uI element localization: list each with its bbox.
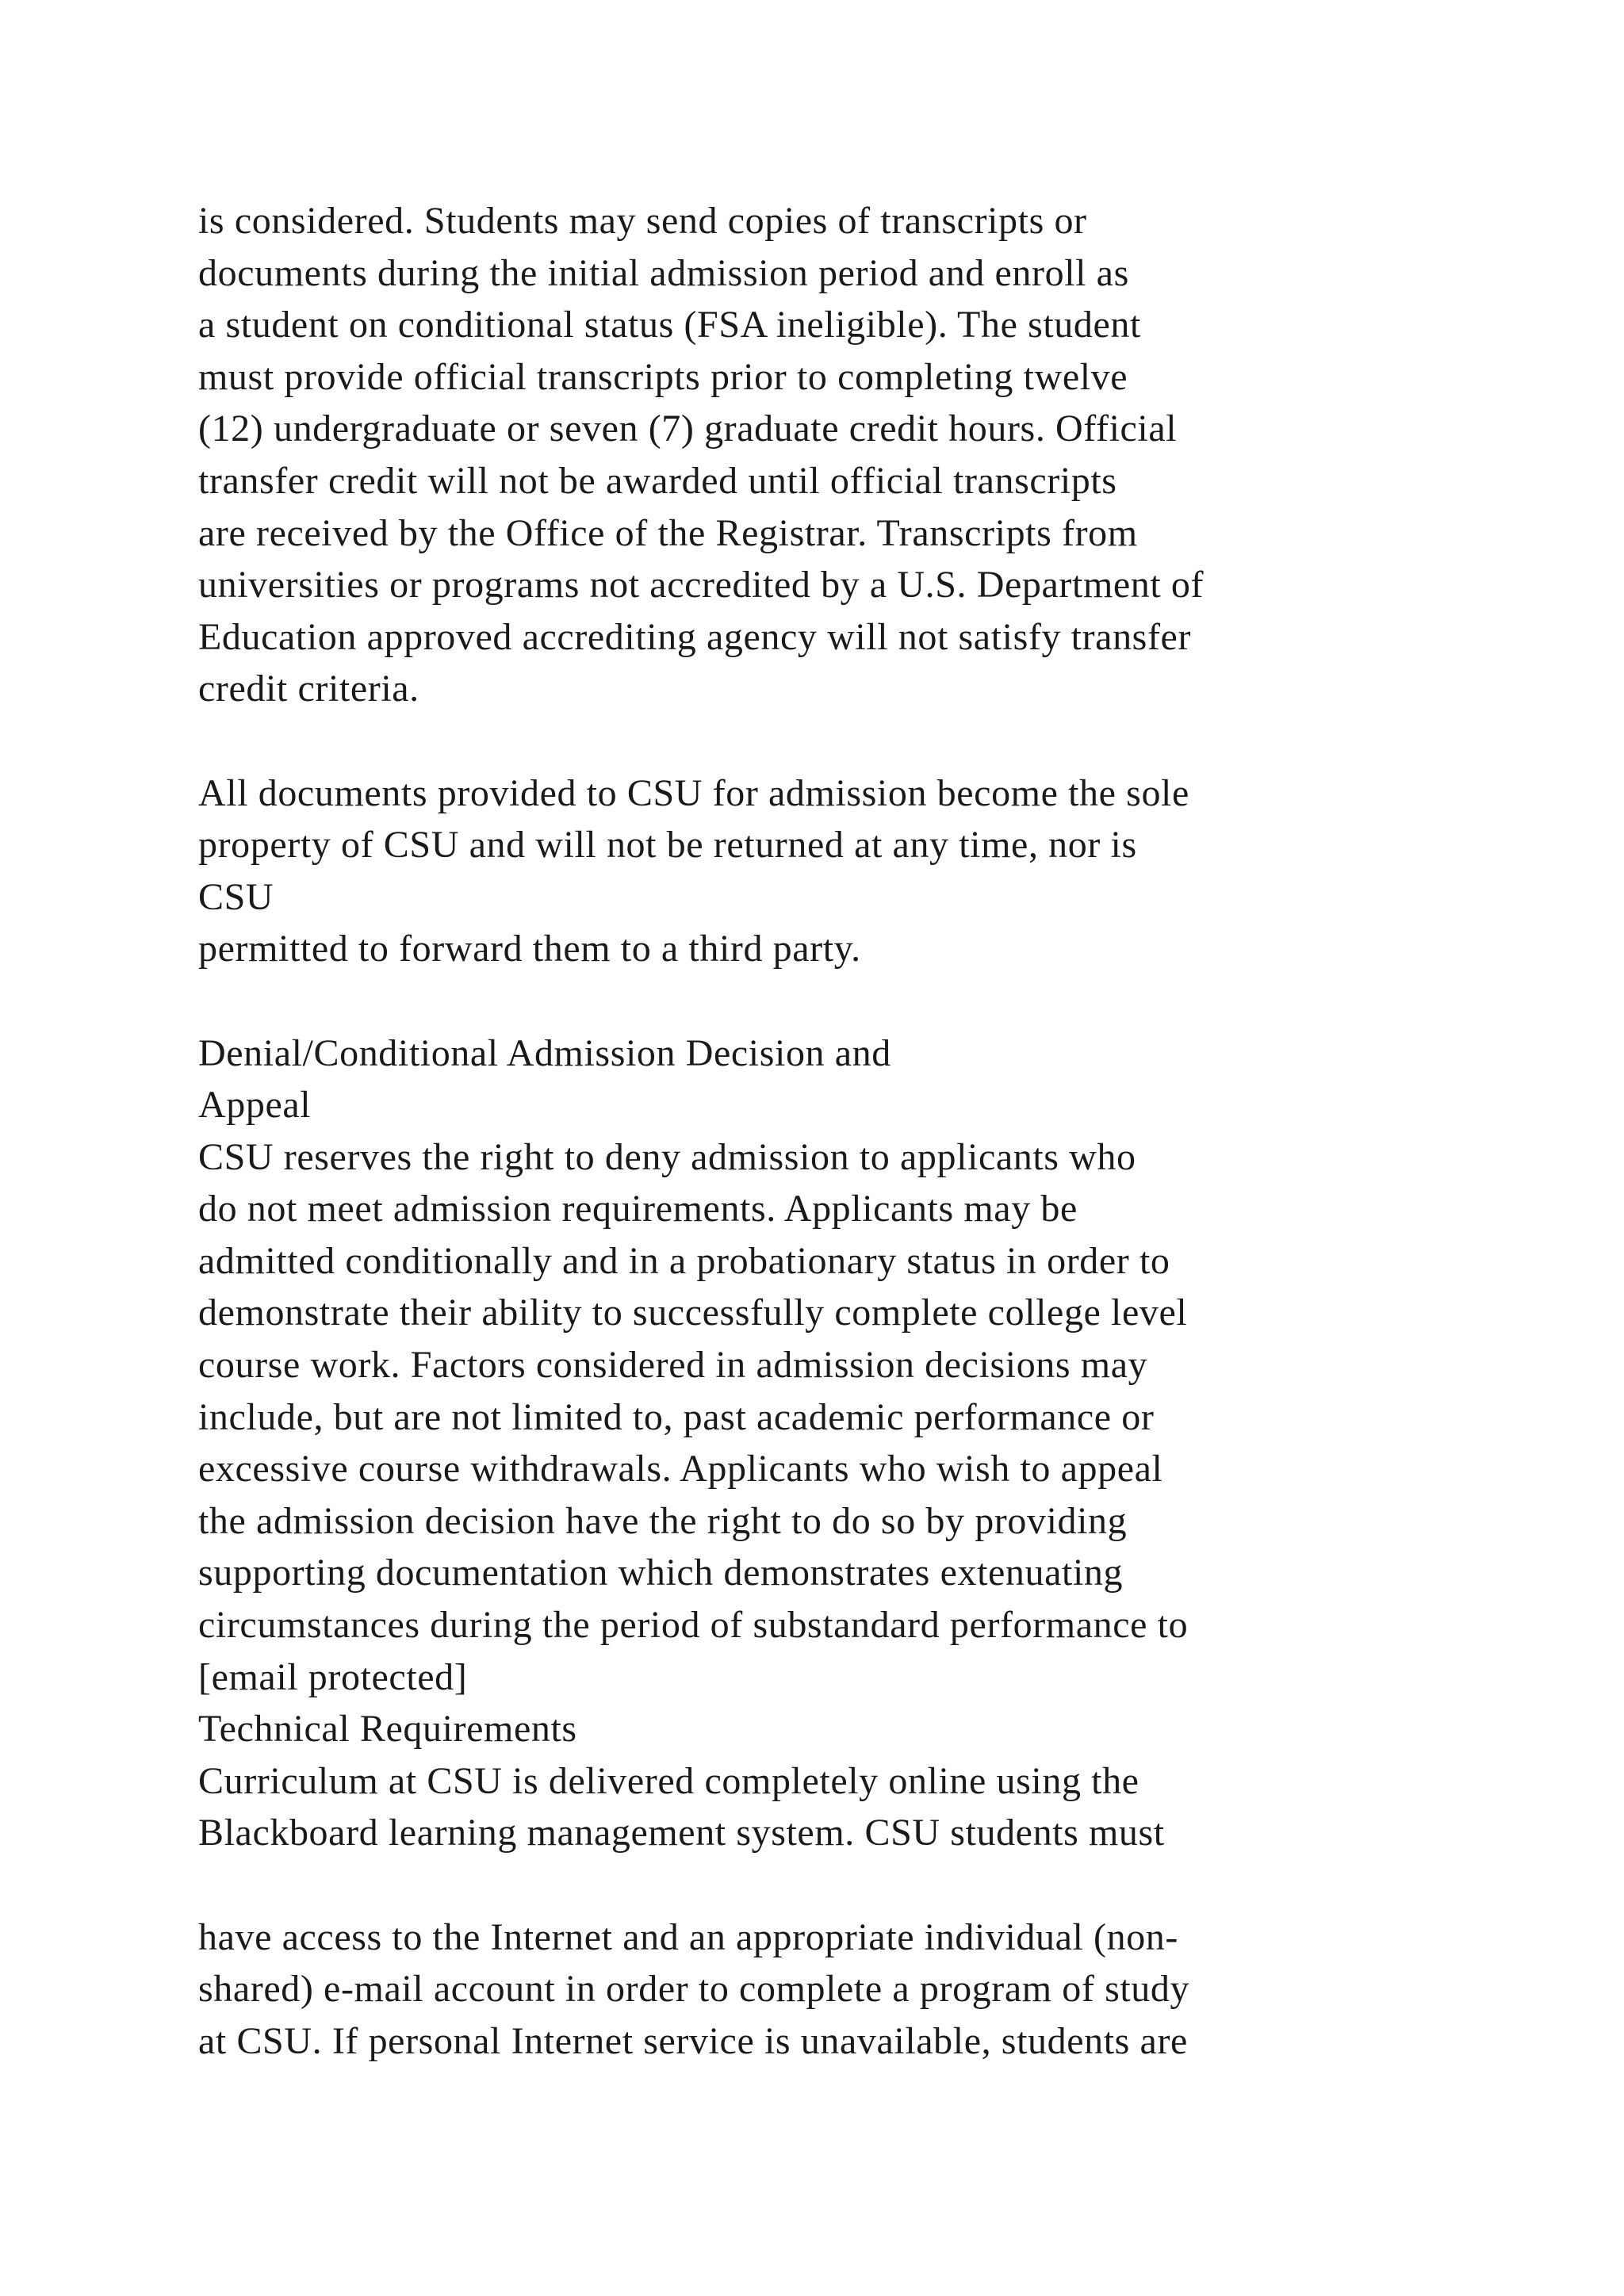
text-line: is considered. Students may send copies of transcripts or [198, 200, 1087, 242]
text-line: CSU [198, 875, 274, 918]
text-line: Blackboard learning management system. CSU students must [198, 1812, 1165, 1854]
text-line: documents during the initial admission period and enroll as [198, 251, 1129, 294]
text-line: permitted to forward them to a third party. [198, 928, 861, 970]
text-line: a student on conditional status (FSA ineligible). The student [198, 304, 1141, 346]
text-line: Curriculum at CSU is delivered completely online using the [198, 1759, 1139, 1802]
text-line: the admission decision have the right to do so by providing [198, 1499, 1128, 1542]
protected-email: [email protected] [198, 1655, 468, 1698]
text-line: CSU reserves the right to deny admission to applicants who [198, 1135, 1136, 1178]
text-line: property of CSU and will not be returned at any time, nor is [198, 824, 1137, 867]
text-line: All documents provided to CSU for admission become the sole [198, 771, 1189, 814]
document-page [198, 195, 1546, 2067]
section-heading: Appeal [198, 1084, 312, 1127]
text-line: shared) e-mail account in order to complete a program of study [198, 1968, 1190, 2011]
text-line: circumstances during the period of substandard performance to [198, 1604, 1189, 1647]
text-line: excessive course withdrawals. Applicants who wish to appeal [198, 1448, 1163, 1490]
paragraph-break [198, 1859, 1546, 1911]
text-line: admitted conditionally and in a probationary status in order to [198, 1239, 1170, 1282]
section-heading: Technical Requirements [198, 1708, 577, 1751]
text-line: do not meet admission requirements. Applicants may be [198, 1188, 1078, 1230]
paragraph-break [198, 975, 1546, 1027]
text-line: (12) undergraduate or seven (7) graduate credit hours. Official [198, 408, 1178, 450]
text-line: are received by the Office of the Registrar. Transcripts from [198, 511, 1138, 554]
text-line: Education approved accrediting agency will not satisfy transfer [198, 615, 1192, 658]
text-line: supporting documentation which demonstrates extenuating [198, 1552, 1124, 1594]
text-line: demonstrate their ability to successfully complete college level [198, 1292, 1188, 1334]
text-line: include, but are not limited to, past academic performance or [198, 1395, 1155, 1438]
text-line: have access to the Internet and an appropriate individual (non- [198, 1915, 1178, 1958]
section-heading: Denial/Conditional Admission Decision and [198, 1031, 891, 1074]
text-line: at CSU. If personal Internet service is unavailable, students are [198, 2019, 1188, 2062]
paragraph-break [198, 715, 1546, 767]
text-line: must provide official transcripts prior to completing twelve [198, 355, 1128, 398]
text-line: credit criteria. [198, 668, 419, 710]
text-line: course work. Factors considered in admission decisions may [198, 1344, 1148, 1387]
text-line: universities or programs not accredited by a U.S. Department of [198, 564, 1205, 607]
text-line: transfer credit will not be awarded until official transcripts [198, 459, 1117, 502]
